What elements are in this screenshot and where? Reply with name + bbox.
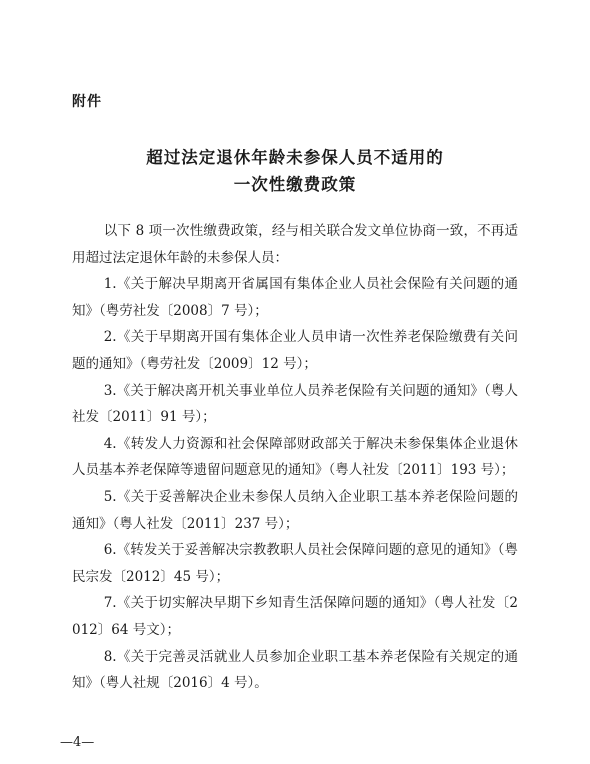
- document-title-line-1: 超过法定退休年龄未参保人员不适用的: [146, 148, 444, 167]
- policy-item-4: 4.《转发人力资源和社会保障部财政部关于解决未参保集体企业退休人员基本养老保障等遗留问题意见的通知》（粤人社发〔2011〕193 号）；: [72, 435, 518, 479]
- page-number: —4—: [60, 735, 95, 750]
- intro-paragraph: 以下 8 项一次性缴费政策，经与相关联合发文单位协商一致，不再适用超过法定退休年龄的未参保人员：: [72, 223, 518, 266]
- policy-item-6: 6.《转发关于妥善解决宗教教职人员社会保障问题的意见的通知》（粤民宗发〔2012〕45 号）；: [72, 542, 518, 585]
- policy-item-2: 2.《关于早期离开国有集体企业人员申请一次性养老保险缴费有关问题的通知》（粤劳社发〔2009〕12 号）；: [72, 329, 518, 372]
- policy-item-3: 3.《关于解决离开机关事业单位人员养老保险有关问题的通知》（粤人社发〔2011〕91 号）；: [72, 382, 518, 426]
- document-title-line-2: 一次性缴费政策: [233, 175, 357, 194]
- attachment-label: 附件: [72, 94, 102, 110]
- document-body: [72, 218, 518, 697]
- policy-item-8: 8.《关于完善灵活就业人员参加企业职工基本养老保险有关规定的通知》（粤人社规〔2016〕4 号）。: [72, 648, 518, 692]
- policy-item-1: 1.《关于解决早期离开省属国有集体企业人员社会保险有关问题的通知》（粤劳社发〔2008〕7 号）；: [72, 276, 518, 319]
- policy-item-5: 5.《关于妥善解决企业未参保人员纳入企业职工基本养老保险问题的通知》（粤人社发〔2011〕237 号）；: [72, 488, 518, 532]
- policy-item-7: 7.《关于切实解决早期下乡知青生活保障问题的通知》（粤人社发〔2012〕64 号文）；: [72, 595, 518, 638]
